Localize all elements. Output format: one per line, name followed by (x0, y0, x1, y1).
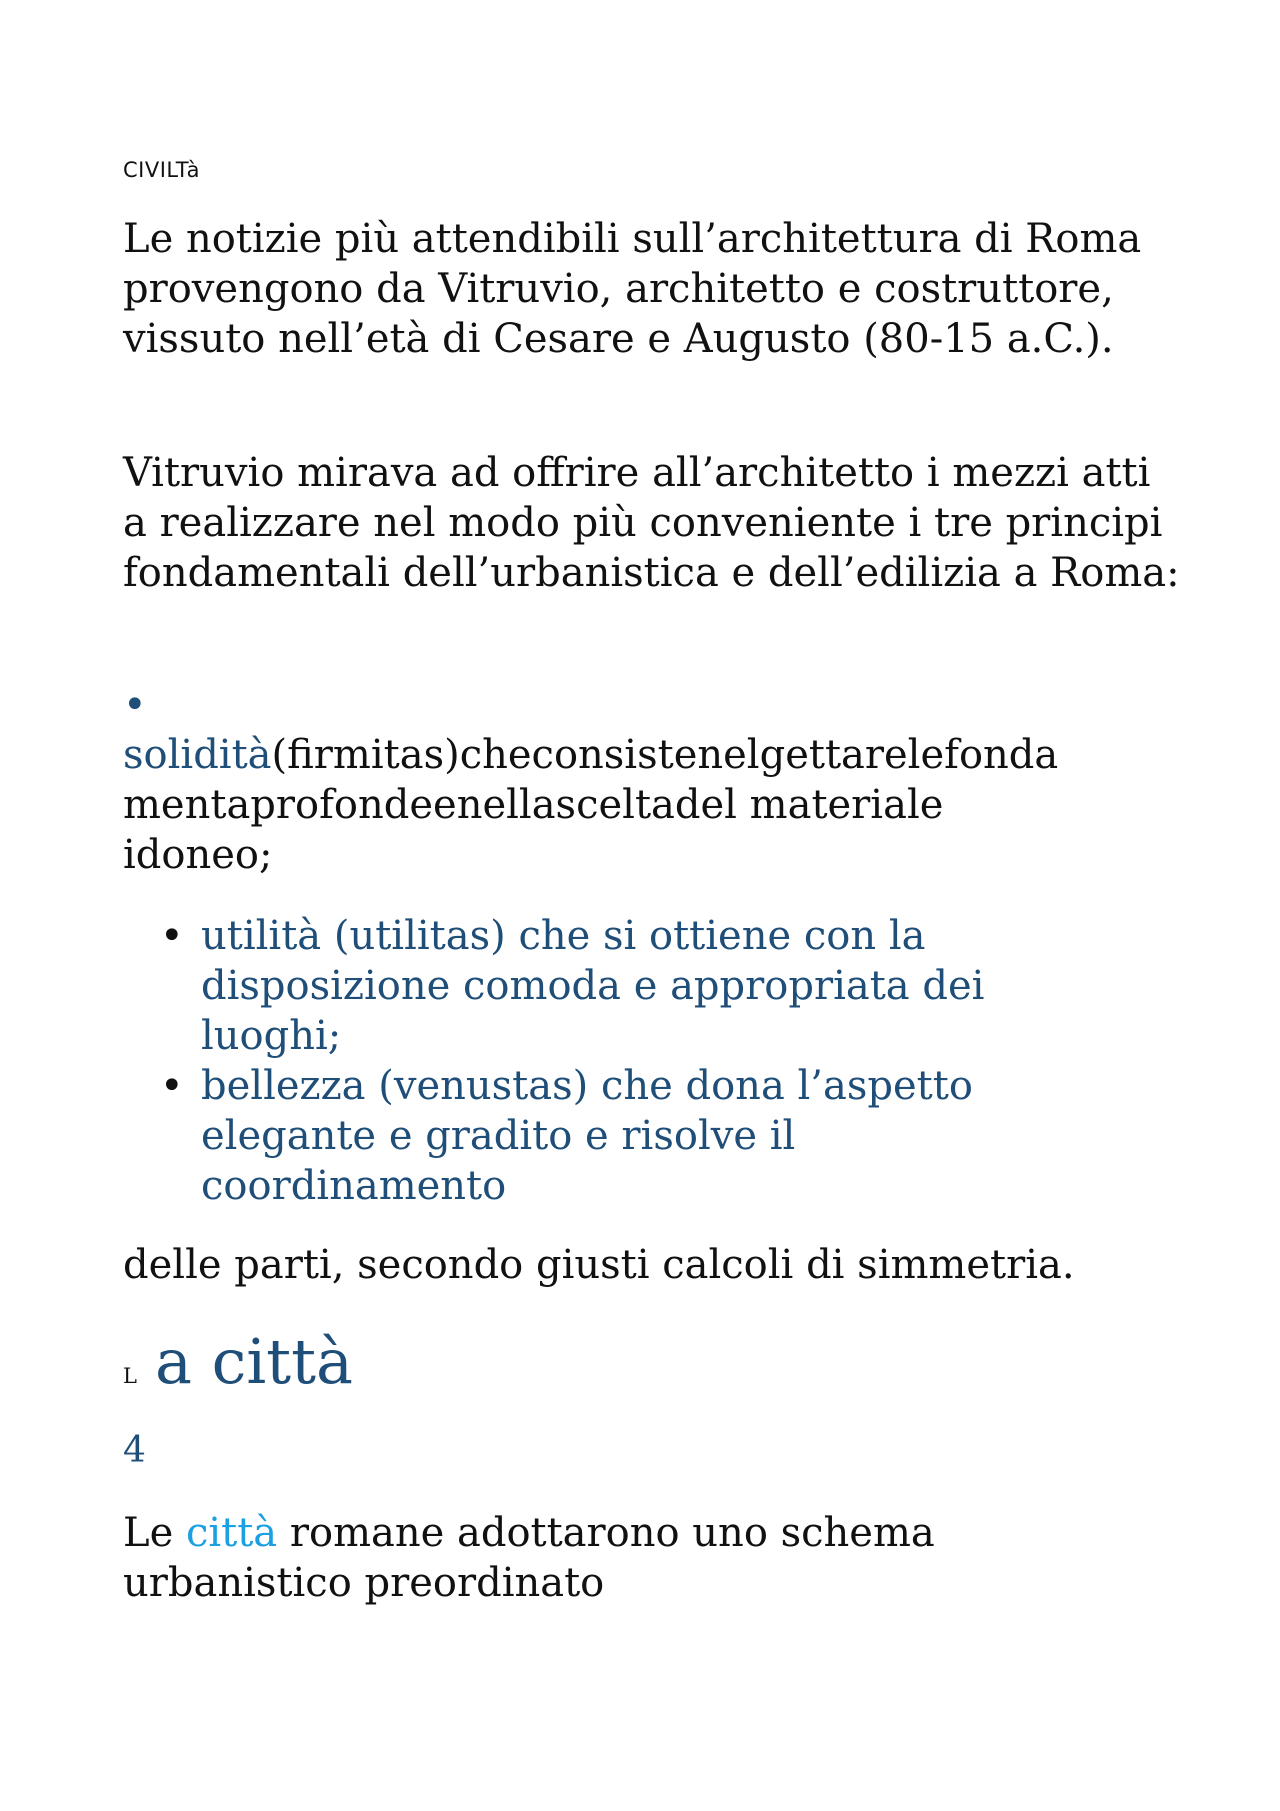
list-item-line: coordinamento (201, 1163, 507, 1209)
section-heading (123, 1325, 353, 1398)
list-item-line: utilità (utilitas) che si ottiene con la (201, 913, 926, 959)
paragraph-continuation: delle parti, secondo giusti calcoli di simmetria. (123, 1242, 1075, 1288)
list-item-line: disposizione comoda e appropriata dei (201, 963, 985, 1009)
list-item-line: bellezza (venustas) che dona l’aspetto (201, 1063, 973, 1109)
bullet-icon: • (160, 1063, 184, 1109)
term-solidita: solidità (123, 732, 272, 778)
citta-highlight: città (185, 1510, 278, 1556)
list-item-solidita (123, 730, 1183, 880)
bullet-icon: • (160, 913, 184, 959)
heading-title: a città (154, 1325, 353, 1398)
heading-initial: L (123, 1364, 137, 1388)
list-item-utilita (123, 911, 1183, 1061)
paragraph-vitruvio: Vitruvio mirava ad offrire all’architetto i mezzi atti a realizzare nel modo più conveniente i tre principi fondamentali dell’urbanistica e dell’edilizia a Roma: (123, 450, 1180, 596)
citta-line1: romane adottarono uno schema (277, 1510, 935, 1556)
citta-line2: urbanistico preordinato (123, 1560, 605, 1606)
solidita-text-line3: idoneo; (123, 832, 273, 878)
principles-list (123, 911, 1183, 1211)
list-item-line: elegante e gradito e risolve il (201, 1113, 796, 1159)
section-kicker: CIVILTà (123, 158, 200, 182)
bullet-icon: • (123, 682, 147, 728)
paragraph-intro: Le notizie più attendibili sull’architettura di Roma provengono da Vitruvio, architetto e costruttore, vissuto nell’età di Cesare e Augusto (80-15 a.C.). (123, 216, 1142, 362)
citta-lead: Le (123, 1510, 186, 1556)
solidita-text-line1: (firmitas)checonsistenelgettarelefonda (271, 732, 1059, 778)
list-item-bellezza (123, 1061, 1183, 1211)
solidita-text-line2: mentaprofondeenellasceltadel materiale (123, 782, 944, 828)
paragraph-citta (123, 1508, 1183, 1608)
list-item-line: luoghi; (201, 1013, 342, 1059)
page-number: 4 (123, 1430, 146, 1471)
